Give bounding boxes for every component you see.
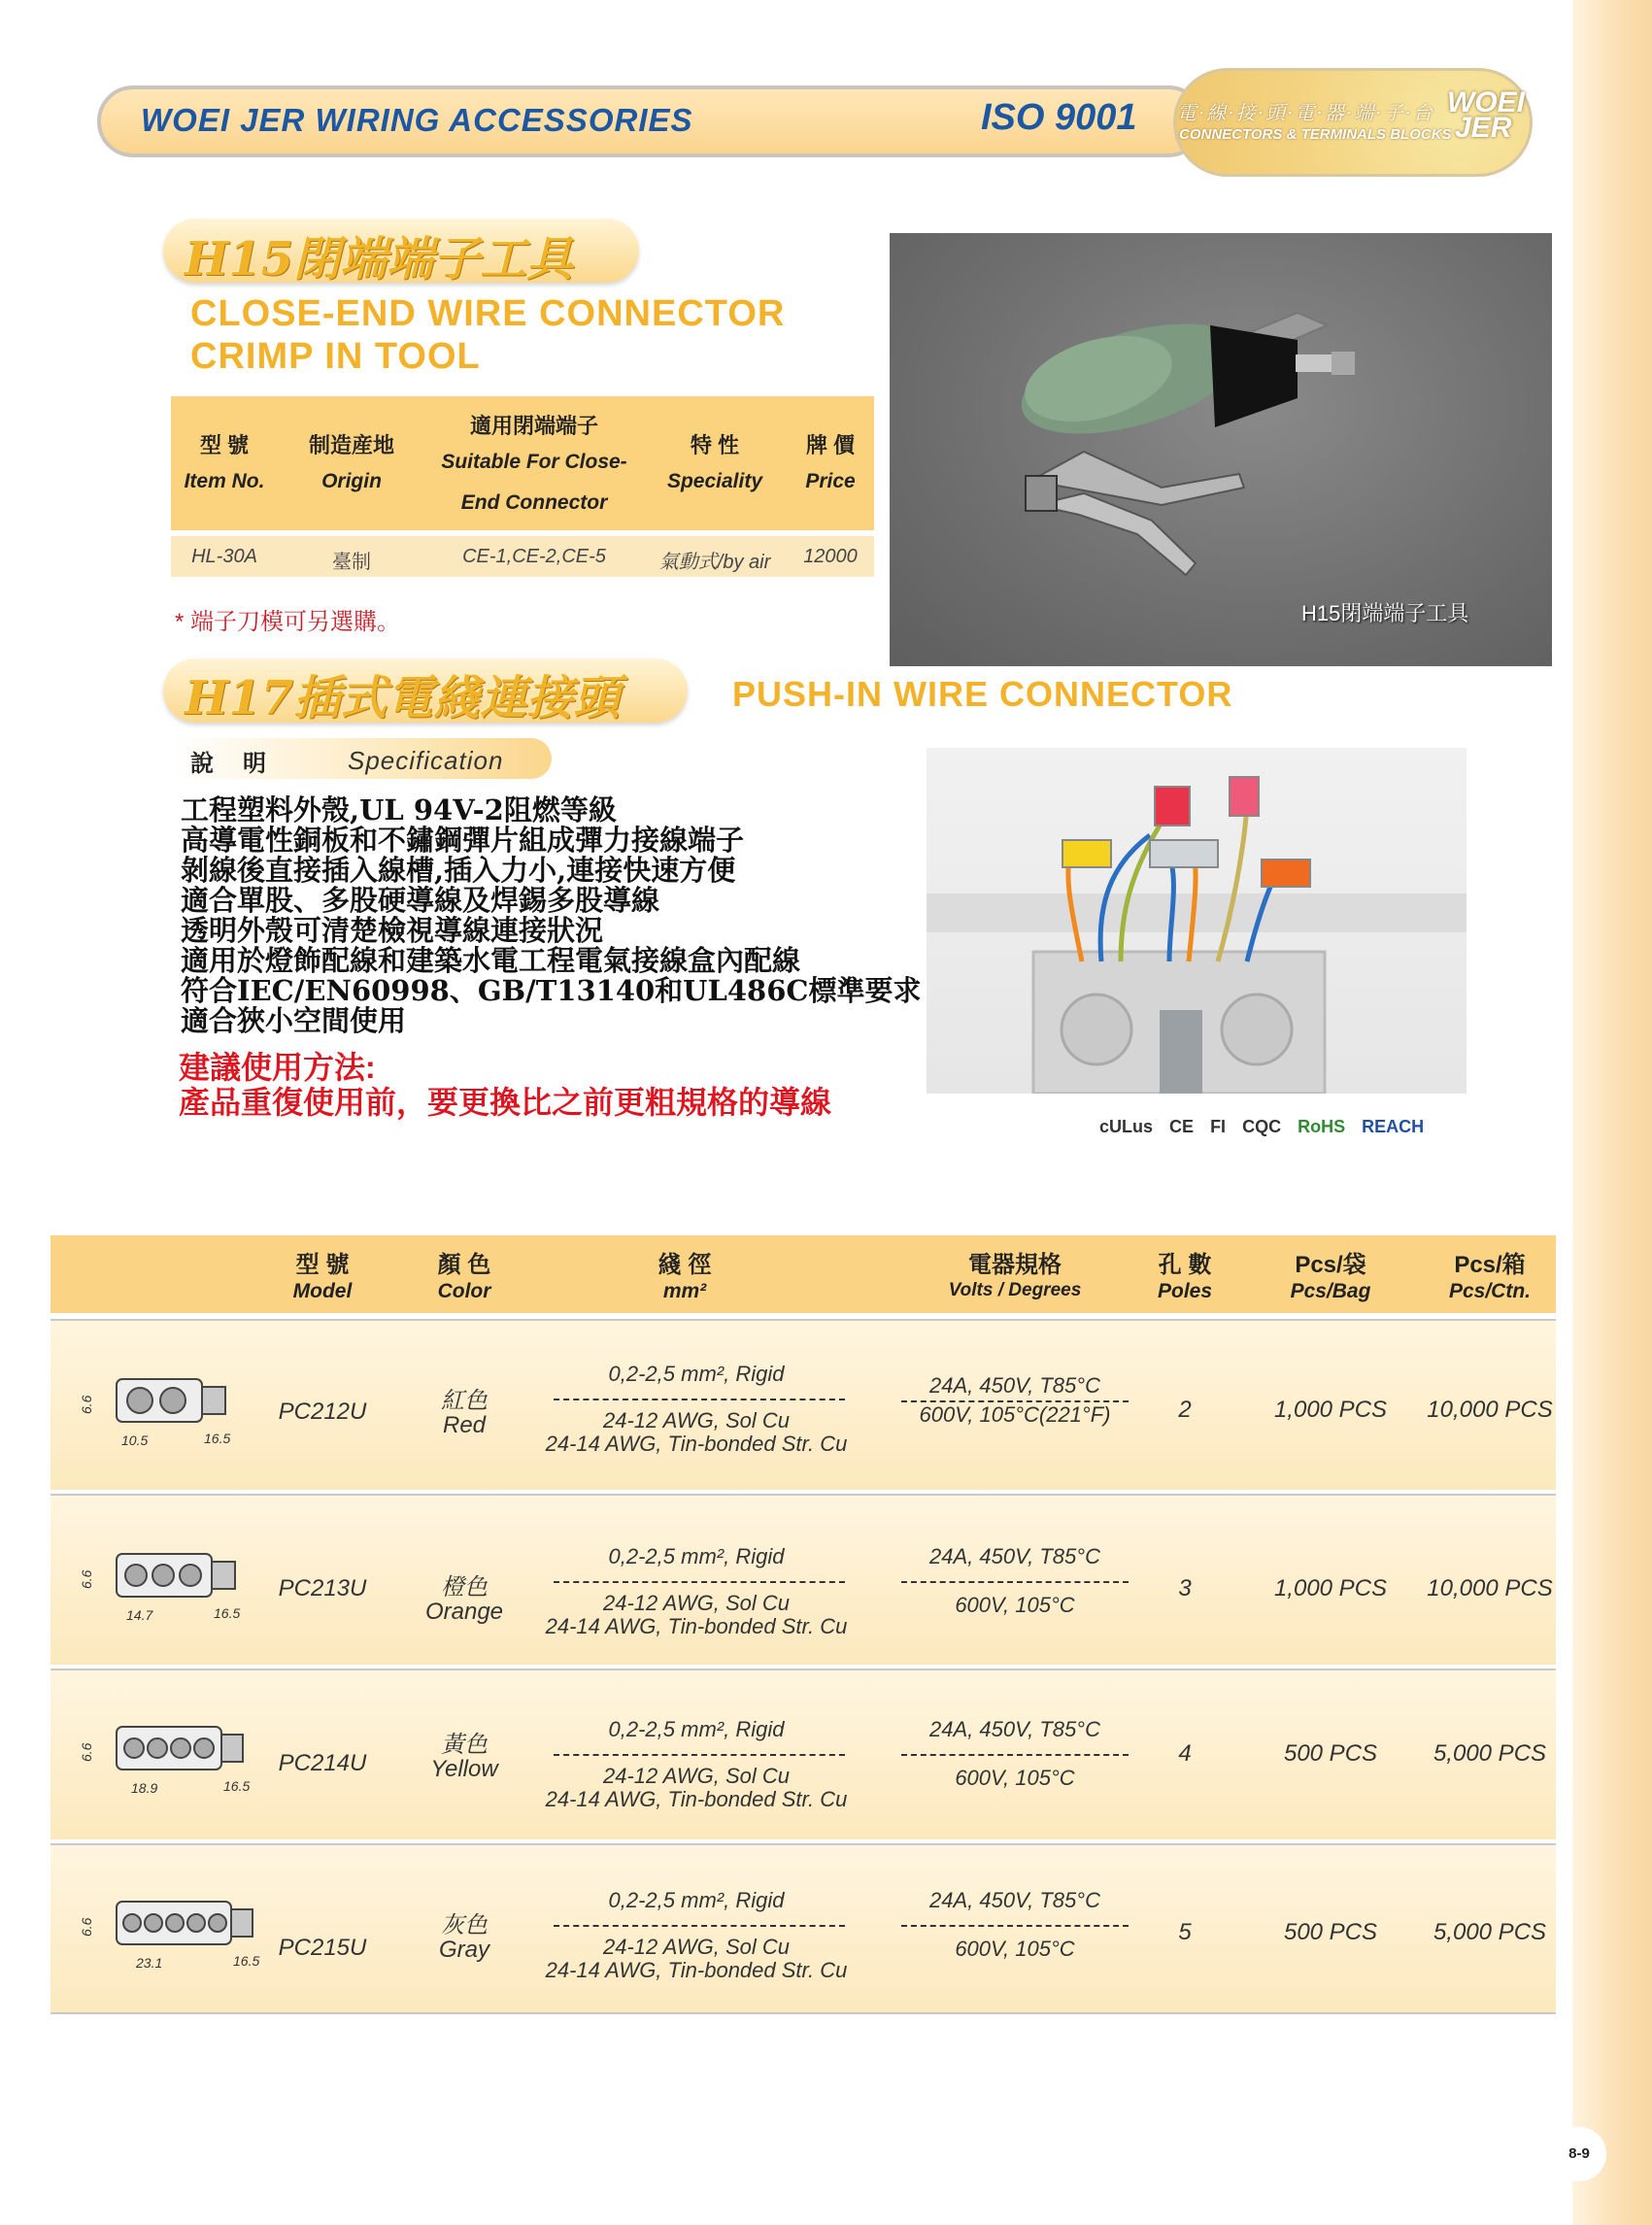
divider <box>554 1754 845 1756</box>
svg-text:23.1: 23.1 <box>136 1955 163 1971</box>
iso-label: ISO 9001 <box>981 97 1137 138</box>
cell-color-en: Yellow <box>430 1756 498 1782</box>
th-bag-en: Pcs/Bag <box>1290 1280 1371 1302</box>
junction-box-photo <box>927 748 1467 1094</box>
cell-color-en: Orange <box>424 1599 504 1625</box>
svg-text:6.6: 6.6 <box>79 1569 94 1589</box>
spec-line: 適用於燈飾配線和建築水電工程電氣接線盒內配線 <box>181 944 801 977</box>
h15-th-origin-cn: 制造産地 <box>308 433 394 457</box>
rohs-mark-icon: RoHS <box>1298 1117 1346 1136</box>
cell-pcs-ctn: 10,000 PCS <box>1427 1397 1553 1423</box>
th-wire-en: mm² <box>662 1280 707 1302</box>
cell-elec-1: 24A, 450V, T85°C <box>929 1717 1100 1741</box>
cell-wire-2: 24-12 AWG, Sol Cu <box>603 1591 790 1615</box>
th-model-cn: 型 號 <box>295 1252 350 1278</box>
svg-text:6.6: 6.6 <box>79 1917 94 1937</box>
th-wire-cn: 綫 徑 <box>657 1252 712 1278</box>
th-ctn-en: Pcs/Ctn. <box>1448 1280 1532 1302</box>
h15-th-origin-en: Origin <box>321 470 382 492</box>
divider <box>901 1581 1129 1583</box>
cul-mark-icon: cULus <box>1099 1117 1154 1136</box>
cell-model: PC213U <box>278 1575 367 1601</box>
badge-chinese-text: 電·線·接·頭·電·器·端·子·台 <box>1177 101 1434 124</box>
cell-color-en: Red <box>442 1412 487 1438</box>
th-model-en: Model <box>292 1280 353 1302</box>
th-ctn-cn: Pcs/箱 <box>1454 1252 1526 1278</box>
th-elec-cn: 電器規格 <box>968 1252 1062 1278</box>
svg-text:14.7: 14.7 <box>126 1607 153 1623</box>
cell-elec-2: 600V, 105°C <box>955 1593 1075 1617</box>
cell-wire-2: 24-12 AWG, Sol Cu <box>603 1935 790 1959</box>
cell-elec-2: 600V, 105°C <box>955 1937 1075 1961</box>
page-number: 8-9 <box>1552 2127 1606 2181</box>
h15-th-spec-en: Speciality <box>666 470 763 492</box>
certification-marks <box>1099 1117 1435 1137</box>
divider <box>554 1399 845 1400</box>
spec-line: 高導電性銅板和不鏽鋼彈片組成彈力接線端子 <box>181 824 745 857</box>
cell-elec-1: 24A, 450V, T85°C <box>929 1373 1100 1398</box>
cell-wire-2: 24-12 AWG, Sol Cu <box>603 1408 790 1433</box>
h15-cell-speciality: 氣動式/by air <box>658 552 771 573</box>
svg-text:16.5: 16.5 <box>233 1953 260 1969</box>
crimp-tool-caption: H15閉端端子工具 <box>1301 601 1469 625</box>
spec-line: 適合單股、多股硬導線及焊錫多股導線 <box>181 884 660 917</box>
connector-drawing-icon <box>78 1888 272 1975</box>
cell-model: PC212U <box>278 1399 367 1425</box>
connector-drawing-icon <box>78 1713 272 1801</box>
cell-wire-1: 0,2-2,5 mm², Rigid <box>608 1717 785 1741</box>
advice-text: 產品重復使用前，要更換比之前更粗規格的導線 <box>179 1085 832 1120</box>
cell-elec-1: 24A, 450V, T85°C <box>929 1888 1100 1912</box>
h15-th-item-en: Item No. <box>184 470 265 492</box>
svg-text:6.6: 6.6 <box>79 1395 94 1414</box>
th-elec-en: Volts / Degrees <box>948 1280 1082 1300</box>
brand-title: WOEI JER WIRING ACCESSORIES <box>141 102 693 138</box>
table-bottom-border <box>51 2012 1556 2014</box>
h15-th-suit-en1: Suitable For Close- <box>441 451 627 473</box>
divider <box>901 1754 1129 1756</box>
cqc-mark-icon: CQC <box>1242 1117 1282 1136</box>
cell-wire-2: 24-12 AWG, Sol Cu <box>603 1764 790 1788</box>
svg-text:16.5: 16.5 <box>214 1605 241 1621</box>
connector-drawing-icon <box>78 1365 272 1453</box>
h15-th-item-cn: 型 號 <box>199 433 250 457</box>
connector-drawing-icon <box>78 1540 272 1628</box>
h15-cell-origin: 臺制 <box>332 552 371 573</box>
h15-cell-item: HL-30A <box>191 546 257 567</box>
badge-english-text: CONNECTORS & TERMINALS BLOCKS <box>1179 126 1452 143</box>
cell-poles: 5 <box>1178 1919 1192 1945</box>
advice-title: 建議使用方法: <box>179 1050 376 1085</box>
cell-pcs-bag: 500 PCS <box>1283 1740 1378 1767</box>
h17-subtitle: PUSH-IN WIRE CONNECTOR <box>732 674 1233 714</box>
th-color-cn: 顏 色 <box>437 1252 491 1278</box>
cell-color-cn: 紅色 <box>441 1388 488 1414</box>
svg-text:16.5: 16.5 <box>223 1778 251 1794</box>
h15-subtitle-2: CRIMP IN TOOL <box>190 336 481 377</box>
company-logo: WOEI JER <box>1447 86 1525 144</box>
svg-text:18.9: 18.9 <box>131 1780 158 1796</box>
fi-mark-icon: FI <box>1210 1117 1227 1136</box>
cell-wire-3: 24-14 AWG, Tin-bonded Str. Cu <box>545 1787 848 1811</box>
h15-cell-suitable: CE-1,CE-2,CE-5 <box>462 546 606 567</box>
cell-wire-1: 0,2-2,5 mm², Rigid <box>608 1362 785 1386</box>
cell-poles: 3 <box>1178 1575 1192 1601</box>
cell-color-cn: 灰色 <box>441 1912 488 1938</box>
svg-text:16.5: 16.5 <box>204 1431 231 1446</box>
h15-note: * 端子刀模可另選購。 <box>175 609 401 635</box>
cell-wire-1: 0,2-2,5 mm², Rigid <box>608 1888 785 1912</box>
cell-poles: 4 <box>1178 1740 1192 1767</box>
cell-model: PC215U <box>278 1935 367 1961</box>
cell-pcs-bag: 500 PCS <box>1283 1919 1378 1945</box>
cell-color-en: Gray <box>438 1937 489 1963</box>
cell-wire-3: 24-14 AWG, Tin-bonded Str. Cu <box>545 1958 848 1982</box>
spec-line: 符合IEC/EN60998、GB/T13140和UL486C標準要求 <box>181 974 922 1007</box>
cell-pcs-ctn: 5,000 PCS <box>1433 1919 1547 1945</box>
spec-label-cn: 說明 <box>190 751 295 777</box>
ce-mark-icon: CE <box>1169 1117 1195 1136</box>
cell-elec-2: 600V, 105°C <box>955 1766 1075 1790</box>
cell-wire-1: 0,2-2,5 mm², Rigid <box>608 1544 785 1568</box>
cell-model: PC214U <box>278 1750 367 1776</box>
h15-subtitle-1: CLOSE-END WIRE CONNECTOR <box>190 293 786 334</box>
cell-pcs-bag: 1,000 PCS <box>1273 1575 1388 1601</box>
cell-elec-2: 600V, 105°C(221°F) <box>919 1402 1111 1427</box>
th-color-en: Color <box>437 1280 491 1302</box>
cell-poles: 2 <box>1178 1397 1192 1423</box>
th-bag-cn: Pcs/袋 <box>1295 1252 1366 1278</box>
h15-th-price-cn: 牌 價 <box>805 433 856 457</box>
th-poles-cn: 孔 數 <box>1158 1252 1212 1278</box>
spec-line: 剝線後直接插入線槽,插入力小,連接快速方便 <box>181 854 736 887</box>
h17-title: H17插式電綫連接頭 <box>185 671 621 725</box>
reach-mark-icon: REACH <box>1362 1117 1425 1136</box>
svg-text:6.6: 6.6 <box>79 1742 94 1762</box>
page-edge-strip <box>1572 0 1652 2225</box>
cell-pcs-ctn: 10,000 PCS <box>1427 1575 1553 1601</box>
spec-line: 適合狹小空間使用 <box>181 1004 407 1037</box>
cell-elec-1: 24A, 450V, T85°C <box>929 1544 1100 1568</box>
h15-th-spec-cn: 特 性 <box>690 433 740 457</box>
th-poles-en: Poles <box>1157 1280 1213 1302</box>
divider <box>554 1925 845 1927</box>
cell-color-cn: 橙色 <box>441 1574 488 1601</box>
cell-wire-3: 24-14 AWG, Tin-bonded Str. Cu <box>545 1614 848 1638</box>
divider <box>554 1581 845 1583</box>
cell-pcs-bag: 1,000 PCS <box>1273 1397 1388 1423</box>
h15-th-suit-cn: 適用閉端端子 <box>469 414 598 438</box>
spec-label-en: Specification <box>348 746 504 775</box>
h15-th-suit-en2: End Connector <box>460 491 608 514</box>
divider <box>901 1925 1129 1927</box>
cell-color-cn: 黃色 <box>441 1732 488 1758</box>
h15-title: H15閉端端子工具 <box>185 232 574 287</box>
cell-pcs-ctn: 5,000 PCS <box>1433 1740 1547 1767</box>
svg-text:10.5: 10.5 <box>121 1433 149 1448</box>
cell-wire-3: 24-14 AWG, Tin-bonded Str. Cu <box>545 1432 848 1456</box>
spec-line: 工程塑料外殼,UL 94V-2阻燃等級 <box>181 793 617 826</box>
spec-line: 透明外殼可清楚檢視導線連接狀況 <box>181 914 604 947</box>
h15-th-price-en: Price <box>805 470 856 492</box>
h15-cell-price: 12000 <box>803 546 858 567</box>
